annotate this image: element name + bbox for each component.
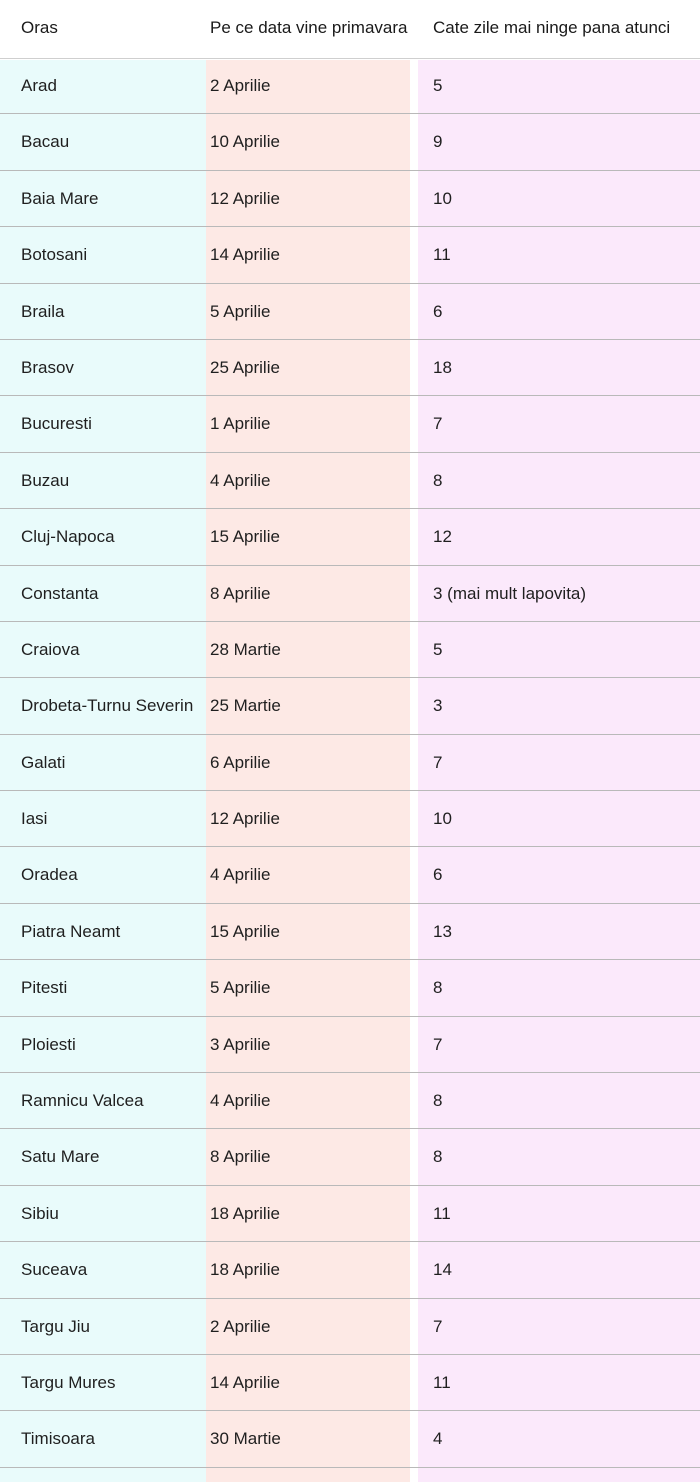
cell-snow-days: 7 [433,1034,443,1054]
cell-snow-days: 3 [433,696,443,716]
cell-snow-days: 8 [433,470,443,490]
cell-snow-days: 7 [433,1316,443,1336]
cell-city: Drobeta-Turnu Severin [21,696,194,716]
cell-city: Baia Mare [21,188,99,208]
cell-snow-days: 14 [433,1260,452,1280]
table-row [0,114,700,170]
cell-snow-days: 7 [433,414,443,434]
cell-city: Pitesti [21,978,68,998]
table-row [0,509,700,565]
cell-spring-date: 30 Martie [210,1429,281,1449]
cell-city: Brasov [21,357,74,377]
cell-city: Satu Mare [21,1147,100,1167]
cell-snow-days: 13 [433,921,452,941]
table-row [0,847,700,903]
cell-spring-date: 5 Aprilie [210,301,271,321]
cell-spring-date: 6 Aprilie [210,752,271,772]
table-header [0,0,700,59]
cell-spring-date: 15 Aprilie [210,527,280,547]
cell-spring-date: 25 Martie [210,696,281,716]
cell-snow-days: 6 [433,865,443,885]
table-row [0,284,700,340]
header-snow-days: Cate zile mai ninge pana atunci [433,18,671,37]
cell-spring-date: 14 Aprilie [210,245,280,265]
table-row [0,171,700,227]
table-row [0,1411,700,1467]
cell-snow-days: 8 [433,1147,443,1167]
cell-spring-date: 8 Aprilie [210,583,271,603]
cell-city: Cluj-Napoca [21,527,115,547]
table-row [0,58,700,114]
table-row [0,396,700,452]
header-spring-date: Pe ce data vine primavara [210,18,408,37]
cell-city: Galati [21,752,66,772]
cell-city: Iasi [21,809,48,829]
cell-city: Oradea [21,865,78,885]
cell-spring-date: 10 Aprilie [210,132,280,152]
cell-spring-date: 4 Aprilie [210,470,271,490]
cell-snow-days: 18 [433,357,452,377]
cell-snow-days: 10 [433,809,452,829]
table-row [0,1017,700,1073]
table-row [0,904,700,960]
cell-city: Ramnicu Valcea [21,1091,144,1111]
cell-spring-date: 12 Aprilie [210,809,280,829]
cell-spring-date: 12 Aprilie [210,188,280,208]
table-row [0,1129,700,1185]
table-row [0,566,700,622]
table-row [0,1355,700,1411]
cell-city: Bacau [21,132,70,152]
cell-city: Ploiesti [21,1034,76,1054]
cell-snow-days: 11 [433,245,451,265]
cell-spring-date: 25 Aprilie [210,357,280,377]
cell-city: Timisoara [21,1429,95,1449]
cell-snow-days: 5 [433,76,443,95]
cell-city: Craiova [21,639,80,659]
cell-spring-date: 2 Aprilie [210,1316,271,1336]
cell-snow-days: 3 (mai mult lapovita) [433,583,587,603]
header-city: Oras [21,18,58,37]
cell-snow-days: 4 [433,1429,443,1449]
cell-city: Piatra Neamt [21,921,121,941]
table-row [0,1299,700,1355]
table-body [0,58,700,1468]
table-row [0,1242,700,1298]
cell-spring-date: 4 Aprilie [210,1091,271,1111]
cell-snow-days: 9 [433,132,443,152]
cell-city: Targu Mures [21,1372,116,1392]
cell-spring-date: 5 Aprilie [210,978,271,998]
cell-snow-days: 7 [433,752,443,772]
cell-spring-date: 2 Aprilie [210,76,271,95]
cell-city: Suceava [21,1260,88,1280]
table-row [0,960,700,1016]
cell-snow-days: 6 [433,301,443,321]
table-row [0,791,700,847]
cell-spring-date: 4 Aprilie [210,865,271,885]
cell-snow-days: 10 [433,188,452,208]
cell-snow-days: 11 [433,1203,451,1223]
cell-city: Constanta [21,583,99,603]
cell-snow-days: 11 [433,1372,451,1392]
cell-snow-days: 8 [433,978,443,998]
cell-spring-date: 18 Aprilie [210,1203,280,1223]
cell-spring-date: 3 Aprilie [210,1034,271,1054]
cell-snow-days: 8 [433,1091,443,1111]
cell-city: Targu Jiu [21,1316,90,1336]
cell-spring-date: 15 Aprilie [210,921,280,941]
cell-city: Sibiu [21,1203,59,1223]
cell-snow-days: 12 [433,527,452,547]
cell-spring-date: 18 Aprilie [210,1260,280,1280]
table-row [0,1186,700,1242]
table-row [0,1073,700,1129]
table-row [0,227,700,283]
cell-snow-days: 5 [433,639,443,659]
cell-spring-date: 14 Aprilie [210,1372,280,1392]
cell-spring-date: 8 Aprilie [210,1147,271,1167]
table-row [0,340,700,396]
cell-spring-date: 1 Aprilie [210,414,271,434]
table-row [0,678,700,734]
cell-city: Braila [21,301,65,321]
cell-city: Arad [21,76,57,95]
table-row [0,735,700,791]
cell-city: Botosani [21,245,88,265]
cell-city: Bucuresti [21,414,92,434]
cell-city: Buzau [21,470,70,490]
table-row [0,622,700,678]
cell-spring-date: 28 Martie [210,639,281,659]
table-row [0,453,700,509]
